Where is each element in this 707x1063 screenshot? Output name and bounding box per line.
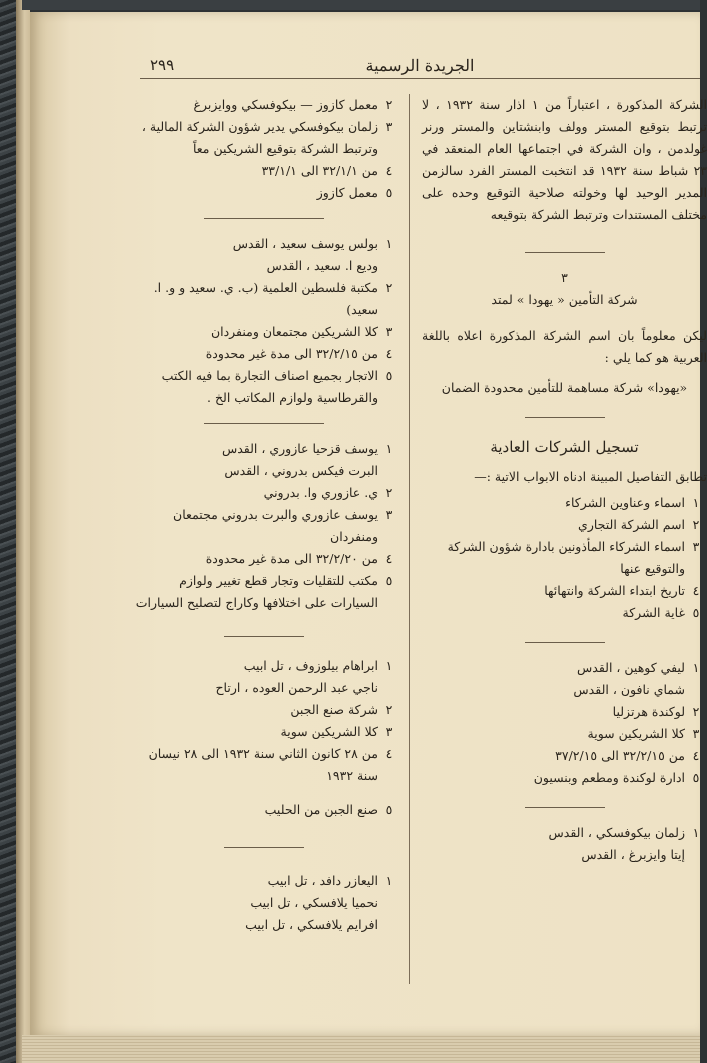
key-item: [422, 580, 707, 602]
item-number: ١: [385, 236, 393, 251]
item-number: ٢: [385, 485, 393, 500]
item-text: معمل كازوز: [316, 185, 378, 200]
item-text: ادارة لوكندة ومطعم وبنسيون: [533, 770, 685, 785]
entry-line: [128, 655, 400, 677]
item-text: كلا الشريكين مجتمعان ومنفردان: [210, 324, 378, 339]
item-number: ٥: [385, 185, 393, 200]
item-text: زلمان بيكوفسكي يدير شؤون الشركة المالية ، وترتبط الشركة بتوقيع الشريكين معاً: [141, 119, 378, 156]
section-paragraph: ليكن معلوماً بان اسم الشركة المذكورة اعلاه باللغة العربية هو كما يلي :: [422, 328, 707, 365]
separator: [525, 807, 605, 808]
entry-line: [128, 94, 400, 116]
item-number: ٣: [385, 119, 393, 134]
item-number: ٢: [385, 702, 393, 717]
spacer: [128, 787, 400, 799]
item-text: يوسف عازوري والبرت بدروني مجتمعان ومنفردان: [173, 507, 378, 544]
entry-tel-aviv: [128, 870, 400, 936]
entry-line: [422, 767, 707, 789]
item-number: ٤: [385, 163, 393, 178]
item-number: ٥: [385, 802, 393, 817]
entry-line: [128, 699, 400, 721]
entry-line: [128, 277, 400, 321]
item-text: من ٣٢/٢/١٥ الى مدة غير محدودة: [205, 346, 378, 361]
page-number: ٢٩٩: [150, 56, 175, 74]
item-text: كلا الشريكين سوية: [587, 726, 685, 741]
entry-line: [422, 701, 707, 723]
item-number: ١: [385, 873, 393, 888]
item-text: كلا الشريكين سوية: [280, 724, 378, 739]
item-number: ٥: [692, 770, 700, 785]
separator: [525, 642, 605, 643]
item-text: شركة صنع الجبن: [290, 702, 378, 717]
item-text: الاتجار بجميع اصناف التجارة بما فيه الكتب والقرطاسية ولوازم المكاتب الخ .: [161, 368, 378, 405]
item-number: ١: [692, 495, 700, 510]
item-text: من ٣٢/٢/١٥ الى ٣٧/٢/١٥: [555, 748, 685, 763]
key-item: [422, 492, 707, 514]
item-text: من ٣٢/٢/٢٠ الى مدة غير محدودة: [205, 551, 378, 566]
item-number: ١: [385, 441, 393, 456]
entry-line: إيتا وايزبرغ ، القدس: [581, 847, 685, 862]
running-title: الجريدة الرسمية: [365, 56, 475, 75]
document-page: [30, 12, 707, 1035]
key-item: [422, 536, 707, 580]
entry-line: [128, 365, 400, 409]
entry-line: البرت فيكس بدروني ، القدس: [224, 463, 378, 478]
entry-line: وديع ا. سعيد ، القدس: [266, 258, 378, 273]
entry-line: [128, 482, 400, 504]
section-title: شركة التأمين « يهودا » لمتد: [491, 292, 638, 307]
entry-line: [128, 160, 400, 182]
entry-hotel: [422, 657, 707, 789]
item-number: ٣: [385, 507, 393, 522]
item-text: اسم الشركة التجاري: [578, 517, 685, 532]
right-column: [422, 94, 707, 866]
item-number: ١: [692, 825, 700, 840]
entry-line: [128, 743, 400, 787]
item-number: ٥: [385, 573, 393, 588]
item-text: لوكندة هرتزليا: [612, 704, 685, 719]
separator: [204, 423, 324, 424]
entry-kazoz: [128, 94, 400, 204]
scan-background: [22, 0, 700, 10]
page-header: [140, 56, 700, 79]
entry-line: [422, 745, 707, 767]
separator: [525, 417, 605, 418]
entry-cheese: [128, 655, 400, 821]
separator: [224, 847, 304, 848]
separator: [525, 252, 605, 253]
key-item: [422, 602, 707, 624]
item-text: تاريخ ابتداء الشركة وانتهائها: [544, 583, 685, 598]
item-number: ٢: [692, 704, 700, 719]
item-text: اسماء وعناوين الشركاء: [565, 495, 685, 510]
registration-title: تسجيل الشركات العادية: [490, 438, 639, 456]
item-text: صنع الجبن من الحليب: [264, 802, 378, 817]
item-number: ٢: [385, 97, 393, 112]
entry-line: افرايم يلافسكي ، تل ابيب: [245, 917, 378, 932]
item-text: ليفي كوهين ، القدس: [577, 660, 685, 675]
entry-line: ناجي عبد الرحمن العوده ، ارتاح: [215, 680, 378, 695]
entry-kazoz-partners: [422, 822, 707, 866]
item-number: ٥: [385, 368, 393, 383]
item-text: ي. عازوري وا. بدروني: [263, 485, 378, 500]
entry-line: [128, 343, 400, 365]
entry-line: [128, 548, 400, 570]
entry-line: [128, 799, 400, 821]
left-column: [128, 94, 400, 936]
entry-line: [128, 870, 400, 892]
item-text: اسماء الشركاء المأذونين بادارة شؤون الشركة والتوقيع عنها: [447, 539, 685, 576]
item-number: ٤: [692, 748, 700, 763]
entry-line: [128, 233, 400, 255]
entry-line: [128, 570, 400, 614]
item-text: ابراهام بيلوزوف ، تل ابيب: [243, 658, 378, 673]
item-text: مكتب للتقليات وتجار قطع تغيير ولوازم السيارات على اختلافها وكاراج لتصليح السيارات: [135, 573, 378, 610]
item-number: ١: [692, 660, 700, 675]
column-divider: [409, 94, 410, 984]
item-number: ٤: [385, 746, 393, 761]
entry-line: [422, 822, 707, 844]
company-arabic-name: «يهودا» شركة مساهمة للتأمين محدودة الضمان: [441, 380, 688, 395]
item-number: ٤: [385, 551, 393, 566]
item-number: ٢: [385, 280, 393, 295]
intro-paragraph: الشركة المذكورة ، اعتباراً من ١ اذار سنة ١٩٣٢ ، لا ترتبط بتوقيع المستر وولف وابنشتاين والمستر ورنر غولدمن ، وان الشركة في اجتماعها العام المنعقد في ٢٣ شباط سنة ١٩٣٢ قد انتخبت المستر الفرد سالزمن المدير الوحيد لها وخولته صلاحية التوقيع وحده على مختلف المستندات وترتبط الشركة بتوقيعه: [422, 97, 707, 222]
entry-line: نحميا يلافسكي ، تل ابيب: [250, 895, 378, 910]
separator: [204, 218, 324, 219]
item-number: ٣: [692, 539, 700, 554]
item-number: ١: [385, 658, 393, 673]
item-text: من ٢٨ كانون الثاني سنة ١٩٣٢ الى ٢٨ نيسان سنة ١٩٣٢: [148, 746, 378, 783]
registration-intro: تطابق التفاصيل المبينة ادناه الابواب الاتية :—: [474, 469, 707, 484]
item-number: ٢: [692, 517, 700, 532]
entry-line: [128, 116, 400, 160]
entry-garage: [128, 438, 400, 614]
item-text: اليعازر دافد ، تل ابيب: [267, 873, 378, 888]
entry-line: [422, 723, 707, 745]
item-text: غاية الشركة: [622, 605, 685, 620]
page-stack-edge: [22, 1035, 700, 1063]
item-text: من ٣٢/١/١ الى ٣٣/١/١: [261, 163, 378, 178]
item-number: ٣: [692, 726, 700, 741]
entry-bookshop: [128, 233, 400, 409]
book-spine: [16, 0, 30, 1063]
entry-line: [128, 504, 400, 548]
entry-line: [422, 657, 707, 679]
item-text: يوسف قزحيا عازوري ، القدس: [221, 441, 378, 456]
item-text: مكتبة فلسطين العلمية (ب. ي. سعيد و و. ا. سعيد): [153, 280, 378, 317]
entry-line: [128, 721, 400, 743]
item-number: ٤: [385, 346, 393, 361]
item-number: ٥: [692, 605, 700, 620]
entry-line: [128, 182, 400, 204]
key-item: [422, 514, 707, 536]
item-text: معمل كازوز — بيكوفسكي ووايزبرغ: [193, 97, 378, 112]
entry-line: [128, 438, 400, 460]
section-number: ٣: [561, 270, 568, 285]
item-number: ٤: [692, 583, 700, 598]
separator: [224, 636, 304, 637]
entry-line: [128, 321, 400, 343]
entry-line: شماي نافون ، القدس: [573, 682, 685, 697]
item-number: ٣: [385, 324, 393, 339]
item-text: بولس يوسف سعيد ، القدس: [232, 236, 378, 251]
item-text: زلمان بيكوفسكي ، القدس: [548, 825, 685, 840]
item-number: ٣: [385, 724, 393, 739]
